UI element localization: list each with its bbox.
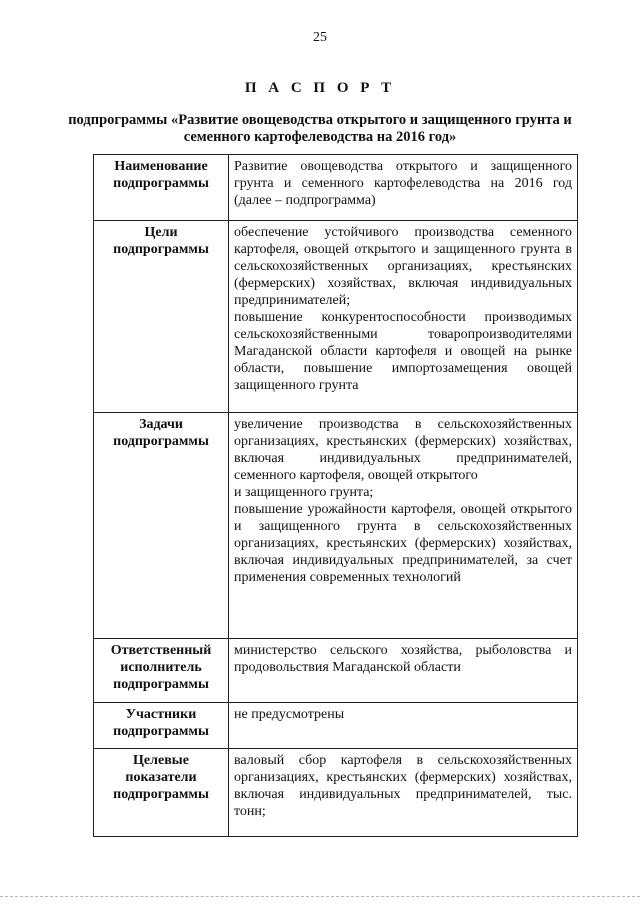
row-value-indicators [229,749,578,837]
row-label-indicators: Целевые показатели подпрограммы [94,749,229,837]
value-line: повышение урожайности картофеля, овощей открытого и защищенного грунта в сельскохозяйственных организациях, крестьянских (фермерских) хозяйствах, включая индивидуальных предпринимателей, за счет применения современных технологий [234,502,572,585]
value-line: повышение конкурентоспособности производимых сельскохозяйственными товаропроизводителями Магаданской области картофеля и овощей на рынке области, повышение импортозамещения овощей защищенного грунта [234,310,572,393]
table-row [94,639,578,703]
row-value-goals [229,221,578,413]
value-line: валовый сбор картофеля в сельскохозяйственных организациях, крестьянских (фермерских) хозяйствах, включая индивидуальных предпринимателей, тыс. тонн; [234,753,572,819]
row-label-participants: Участники подпрограммы [94,703,229,749]
row-value-participants [229,703,578,749]
row-label-tasks: Задачи подпрограммы [94,413,229,639]
row-label-goals: Цели подпрограммы [94,221,229,413]
document-title: П А С П О Р Т [244,80,396,96]
value-line: не предусмотрены [234,707,345,722]
row-label-executor: Ответственный исполнитель подпрограммы [94,639,229,703]
passport-table [93,154,578,837]
row-label-name: Наименование подпрограммы [94,155,229,221]
row-value-name [229,155,578,221]
table-row [94,703,578,749]
value-line: увеличение производства в сельскохозяйственных организациях, крестьянских (фермерских) хозяйствах, включая индивидуальных предпринимателей, семенного картофеля, овощей открытого [234,417,572,483]
scan-footer-line [0,896,640,897]
page-number: 25 [313,30,327,45]
row-value-executor [229,639,578,703]
value-line: министерство сельского хозяйства, рыболовства и продовольствия Магаданской области [234,643,572,675]
table-row [94,155,578,221]
row-value-tasks [229,413,578,639]
table-row [94,221,578,413]
value-line: и защищенного грунта; [234,485,374,500]
value-line: Развитие овощеводства открытого и защищенного грунта и семенного картофелеводства на 2016 год (далее – подпрограмма) [234,159,572,208]
value-line: обеспечение устойчивого производства семенного картофеля, овощей открытого и защищенного грунта в сельскохозяйственных организациях, крестьянских (фермерских) хозяйствах, включая индивидуальных предпринимателей; [234,225,572,308]
document-subtitle: подпрограммы «Развитие овощеводства открытого и защищенного грунта и семенного картофелеводства на 2016 год» [68,112,572,145]
table-row [94,413,578,639]
table-row [94,749,578,837]
